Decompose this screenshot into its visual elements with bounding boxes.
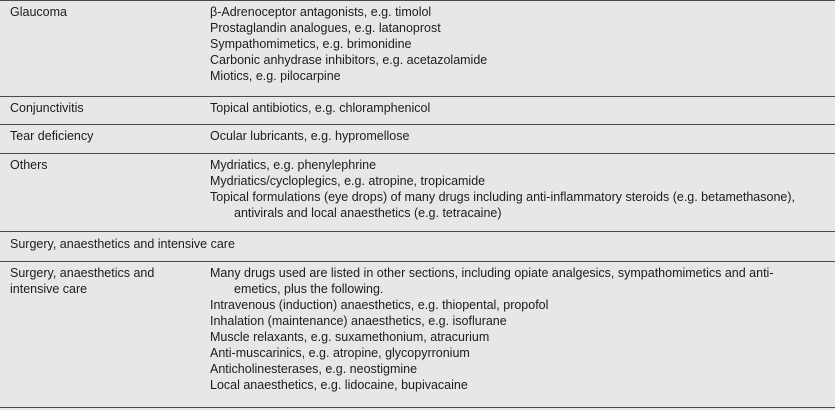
drug-item: β-Adrenoceptor antagonists, e.g. timolol (210, 5, 432, 19)
table-row-tear-deficiency (0, 124, 835, 153)
drug-item: Mydriatics, e.g. phenylephrine (210, 158, 377, 172)
drug-item: Mydriatics/cycloplegics, e.g. atropine, tropicamide (210, 174, 486, 188)
condition-cell: Glaucoma (10, 5, 67, 19)
drugs-cell (210, 265, 810, 393)
drug-item: Intravenous (induction) anaesthetics, e.g. thiopental, propofol (210, 298, 549, 312)
drug-item: Prostaglandin analogues, e.g. latanoprost (210, 21, 441, 35)
drug-item: Sympathomimetics, e.g. brimonidine (210, 37, 412, 51)
drug-item: Many drugs used are listed in other sections, including opiate analgesics, sympathomimetics and anti-emetics, plus the following. (210, 266, 774, 296)
condition-cell: Tear deficiency (10, 129, 94, 143)
drug-item: Anti-muscarinics, e.g. atropine, glycopyrronium (210, 346, 470, 360)
drug-item: Anticholinesterases, e.g. neostigmine (210, 362, 418, 376)
drug-item: Muscle relaxants, e.g. suxamethonium, atracurium (210, 330, 490, 344)
drugs-cell (210, 157, 810, 221)
drug-item: Ocular lubricants, e.g. hypromellose (210, 129, 410, 143)
condition-cell: Surgery, anaesthetics and intensive care (10, 266, 155, 296)
section-heading: Surgery, anaesthetics and intensive care (10, 237, 235, 251)
drug-item: Topical formulations (eye drops) of many drugs including anti-inflammatory steroids (e.g. betamethasone), antivirals and local anaesthetics (e.g. tetracaine) (210, 190, 795, 220)
table-row-surgery (0, 261, 835, 408)
condition-cell: Others (10, 158, 48, 172)
drugs-cell (210, 4, 810, 84)
condition-cell: Conjunctivitis (10, 101, 84, 115)
drugs-cell (210, 100, 810, 116)
table-row-others (0, 153, 835, 231)
drug-item: Inhalation (maintenance) anaesthetics, e.g. isoflurane (210, 314, 507, 328)
drug-item: Topical antibiotics, e.g. chloramphenicol (210, 101, 431, 115)
table-row-conjunctivitis (0, 96, 835, 124)
table-row-glaucoma (0, 0, 835, 96)
drugs-cell (210, 128, 810, 144)
drug-item: Miotics, e.g. pilocarpine (210, 69, 341, 83)
drug-item: Local anaesthetics, e.g. lidocaine, bupivacaine (210, 378, 468, 392)
drug-item: Carbonic anhydrase inhibitors, e.g. acetazolamide (210, 53, 488, 67)
section-heading-row (0, 231, 835, 258)
